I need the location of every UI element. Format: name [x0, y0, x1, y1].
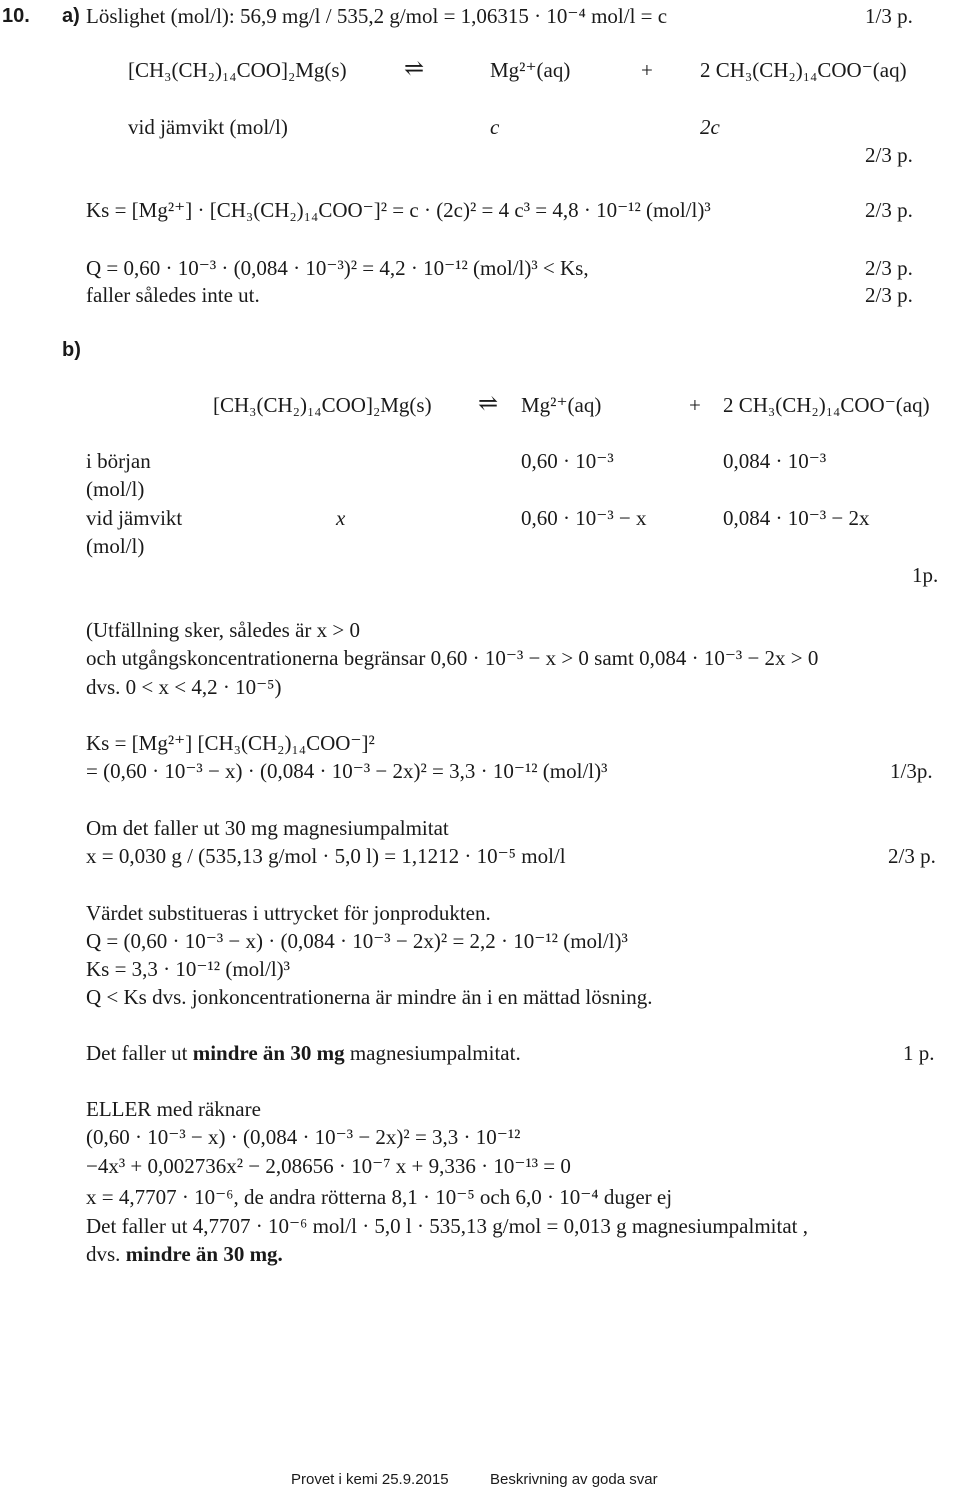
part-b-subst-1: Värdet substitueras i uttrycket för jonprodukten. [86, 901, 491, 925]
result-post: magnesiumpalmitat. [344, 1041, 521, 1065]
alt-1: ELLER med räknare [86, 1097, 261, 1121]
part-a-ks-points: 2/3 p. [865, 198, 913, 222]
part-a-ks-expression: Ks = [Mg²⁺] · [CH₃(CH₂)₁₄COO⁻]² = c · (2c)² = 4 c³ = 4,8 · 10⁻¹² (mol/l)³ [86, 198, 711, 222]
part-a-reactant: [CH₃(CH₂)₁₄COO]₂Mg(s) [128, 58, 347, 82]
alt-5: Det faller ut 4,7707 · 10⁻⁶ mol/l · 5,0 l · 535,13 g/mol = 0,013 g magnesiumpalmitat , [86, 1214, 808, 1238]
part-a-label: a) [62, 5, 80, 27]
part-a-equilibrium-2c: 2c [700, 115, 720, 139]
part-b-result [86, 1043, 521, 1064]
part-a-plus-sign: + [641, 58, 653, 82]
part-b-note-1: (Utfällning sker, således är x > 0 [86, 618, 361, 642]
part-a-solubility-points: 1/3 p. [865, 4, 913, 28]
part-b-precip-2: x = 0,030 g / (535,13 g/mol · 5,0 l) = 1,1212 · 10⁻⁵ mol/l [86, 844, 566, 868]
part-a-equilibrium-arrow: ⇌ [404, 56, 425, 82]
alt-6 [86, 1244, 283, 1265]
alt-6-bold: mindre än 30 mg. [125, 1242, 283, 1266]
table-eq-label-2: (mol/l) [86, 534, 145, 558]
table-eq-label-1: vid jämvikt [86, 506, 183, 530]
result-pre: Det faller ut [86, 1041, 193, 1065]
part-b-ks-2: = (0,60 · 10⁻³ − x) · (0,084 · 10⁻³ − 2x)² = 3,3 · 10⁻¹² (mol/l)³ [86, 759, 608, 783]
alt-4: x = 4,7707 · 10⁻⁶, de andra rötterna 8,1 · 10⁻⁵ och 6,0 · 10⁻⁴ duger ej [86, 1185, 673, 1209]
part-b-subst-3: Ks = 3,3 · 10⁻¹² (mol/l)³ [86, 957, 290, 981]
part-b-product-anion: 2 CH₃(CH₂)₁₄COO⁻(aq) [723, 393, 930, 417]
part-a-equilibrium-points: 2/3 p. [865, 143, 913, 167]
part-a-conclusion-points: 2/3 p. [865, 283, 913, 307]
part-b-ks-points: 1/3p. [890, 759, 933, 783]
part-a-conclusion: faller således inte ut. [86, 283, 260, 307]
table-eq-solid: x [336, 506, 346, 530]
footer-right: Beskrivning av goda svar [490, 1471, 658, 1488]
result-bold: mindre än 30 mg [192, 1041, 345, 1065]
part-b-precip-1: Om det faller ut 30 mg magnesiumpalmitat [86, 816, 449, 840]
part-b-reactant: [CH₃(CH₂)₁₄COO]₂Mg(s) [213, 393, 432, 417]
part-a-equilibrium-label: vid jämvikt (mol/l) [128, 115, 288, 139]
part-b-precip-points: 2/3 p. [888, 844, 936, 868]
alt-3: −4x³ + 0,002736x² − 2,08656 · 10⁻⁷ x + 9,336 · 10⁻¹³ = 0 [86, 1154, 571, 1178]
part-a-q-points: 2/3 p. [865, 256, 913, 280]
part-b-label: b) [62, 339, 81, 361]
part-b-note-2: och utgångskoncentrationerna begränsar 0,60 · 10⁻³ − x > 0 samt 0,084 · 10⁻³ − 2x > 0 [86, 646, 819, 670]
part-b-product-magnesium: Mg²⁺(aq) [521, 393, 602, 417]
part-a-product-magnesium: Mg²⁺(aq) [490, 58, 571, 82]
table-start-magnesium: 0,60 · 10⁻³ [521, 449, 614, 473]
table-start-label-1: i början [86, 449, 151, 473]
question-number: 10. [2, 5, 30, 27]
part-b-equilibrium-arrow: ⇌ [478, 391, 499, 417]
part-a-equilibrium-c: c [490, 115, 500, 139]
table-start-anion: 0,084 · 10⁻³ [723, 449, 827, 473]
table-eq-anion: 0,084 · 10⁻³ − 2x [723, 506, 870, 530]
part-b-plus-sign: + [689, 393, 701, 417]
table-start-label-2: (mol/l) [86, 477, 145, 501]
part-b-result-points: 1 p. [903, 1041, 935, 1065]
part-b-ks-1: Ks = [Mg²⁺] [CH₃(CH₂)₁₄COO⁻]² [86, 731, 375, 755]
part-a-product-anion: 2 CH₃(CH₂)₁₄COO⁻(aq) [700, 58, 907, 82]
part-a-solubility-line: Löslighet (mol/l): 56,9 mg/l / 535,2 g/mol = 1,06315 · 10⁻⁴ mol/l = c [86, 4, 668, 28]
part-b-subst-2: Q = (0,60 · 10⁻³ − x) · (0,084 · 10⁻³ − 2x)² = 2,2 · 10⁻¹² (mol/l)³ [86, 929, 628, 953]
alt-2: (0,60 · 10⁻³ − x) · (0,084 · 10⁻³ − 2x)² = 3,3 · 10⁻¹² [86, 1125, 521, 1149]
table-points: 1p. [912, 563, 939, 587]
part-a-q-expression: Q = 0,60 · 10⁻³ · (0,084 · 10⁻³)² = 4,2 · 10⁻¹² (mol/l)³ < Ks, [86, 256, 589, 280]
table-eq-magnesium: 0,60 · 10⁻³ − x [521, 506, 647, 530]
alt-6-pre: dvs. [86, 1242, 126, 1266]
part-b-note-3: dvs. 0 < x < 4,2 · 10⁻⁵) [86, 675, 282, 699]
part-b-subst-4: Q < Ks dvs. jonkoncentrationerna är mindre än i en mättad lösning. [86, 985, 653, 1009]
footer-left: Provet i kemi 25.9.2015 [291, 1471, 449, 1488]
